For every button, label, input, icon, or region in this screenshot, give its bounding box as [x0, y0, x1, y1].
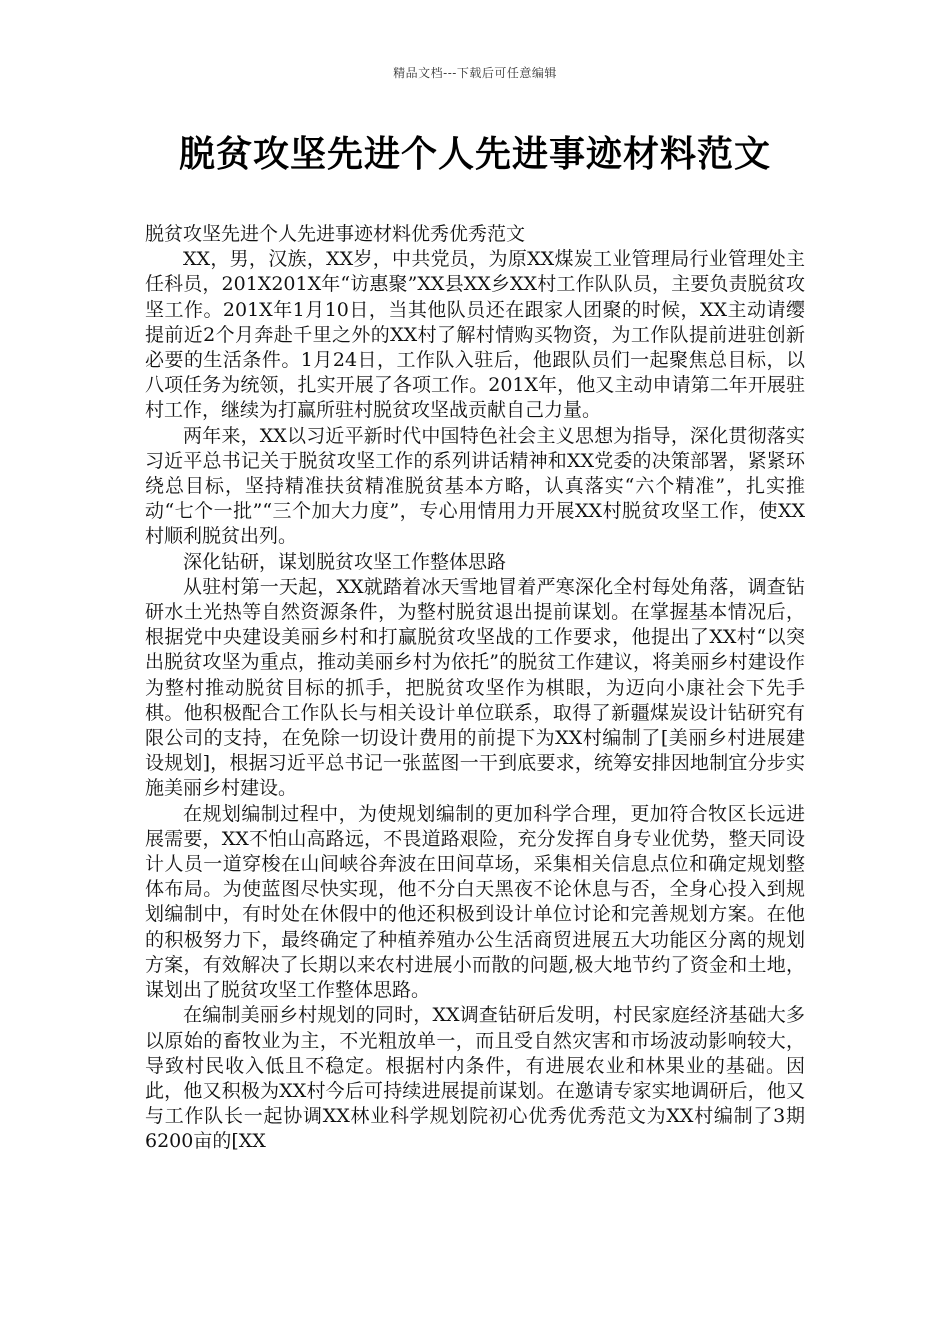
paragraph: 在编制美丽乡村规划的同时，XX调查钻研后发明，村民家庭经济基础大多以原始的畜牧业为主，不光粗放单一，而且受自然灾害和市场波动影响较大，导致村民收入低且不稳定。根据村内条件，有进展农业和林果业的基础。因此，他又积极为XX村今后可持续进展提前谋划。在邀请专家实地调研后，他又与工作队长一起协调XX林业科学规划院初心优秀优秀范文为XX村编制了3期6200亩的[XX — [145, 1004, 805, 1153]
paragraph: XX，男，汉族，XX岁，中共党员，为原XX煤炭工业管理局行业管理处主任科员，201X201X年“访惠聚”XX县XX乡XX村工作队队员，主要负责脱贫攻坚工作。201X年1月10日，当其他队员还在跟家人团聚的时候，XX主动请缨提前近2个月奔赴千里之外的XX村了解村情购买物资，为工作队提前进驻创新必要的生活条件。1月24日，工作队入驻后，他跟队员们一起聚焦总目标，以八项任务为统领，扎实开展了各项工作。201X年，他又主动申请第二年开展驻村工作，继续为打赢所驻村脱贫攻坚战贡献自己力量。 — [145, 248, 805, 422]
paragraph: 从驻村第一天起，XX就踏着冰天雪地冒着严寒深化全村每处角落，调查钻研水土光热等自然资源条件，为整村脱贫退出提前谋划。在掌握基本情况后，根据党中央建设美丽乡村和打赢脱贫攻坚战的工作要求，他提出了XX村“以突出脱贫攻坚为重点，推动美丽乡村为依托”的脱贫工作建议，将美丽乡村建设作为整村推动脱贫目标的抓手，把脱贫攻坚作为棋眼，为迈向小康社会下先手棋。他积极配合工作队长与相关设计单位联系，取得了新疆煤炭设计钻研究有限公司的支持，在免除一切设计费用的前提下为XX村编制了[美丽乡村进展建设规划]，根据习近平总书记一张蓝图一干到底要求，统筹安排因地制宜分步实施美丽乡村建设。 — [145, 575, 805, 800]
document-subtitle: 脱贫攻坚先进个人先进事迹材料优秀优秀范文 — [145, 223, 526, 245]
page-title: 脱贫攻坚先进个人先进事迹材料范文 — [178, 134, 771, 175]
paragraph: 在规划编制过程中，为使规划编制的更加科学合理，更加符合牧区长远进展需要，XX不怕山高路远，不畏道路艰险，充分发挥自身专业优势，整天同设计人员一道穿梭在山间峡谷奔波在田间草场，采集相关信息点位和确定规划整体布局。为使蓝图尽快实现，他不分白天黑夜不论休息与否，全身心投入到规划编制中，有时处在休假中的他还积极到设计单位讨论和完善规划方案。在他的积极努力下，最终确定了种植养殖办公生活商贸进展五大功能区分离的规划方案，有效解决了长期以来农村进展小而散的问题,极大地节约了资金和土地，谋划出了脱贫攻坚工作整体思路。 — [145, 802, 805, 1002]
paragraph: 两年来，XX以习近平新时代中国特色社会主义思想为指导，深化贯彻落实习近平总书记关于脱贫攻坚工作的系列讲话精神和XX党委的决策部署，紧紧环绕总目标，坚持精准扶贫精准脱贫基本方略，认真落实“六个精准”，扎实推动“七个一批”“三个加大力度”，专心用情用力开展XX村脱贫攻坚工作，使XX村顺利脱贫出列。 — [145, 424, 805, 548]
header-note: 精品文档---下载后可任意编辑 — [393, 66, 557, 80]
section-heading: 深化钻研，谋划脱贫攻坚工作整体思路 — [183, 550, 507, 573]
document-body — [145, 222, 805, 1155]
